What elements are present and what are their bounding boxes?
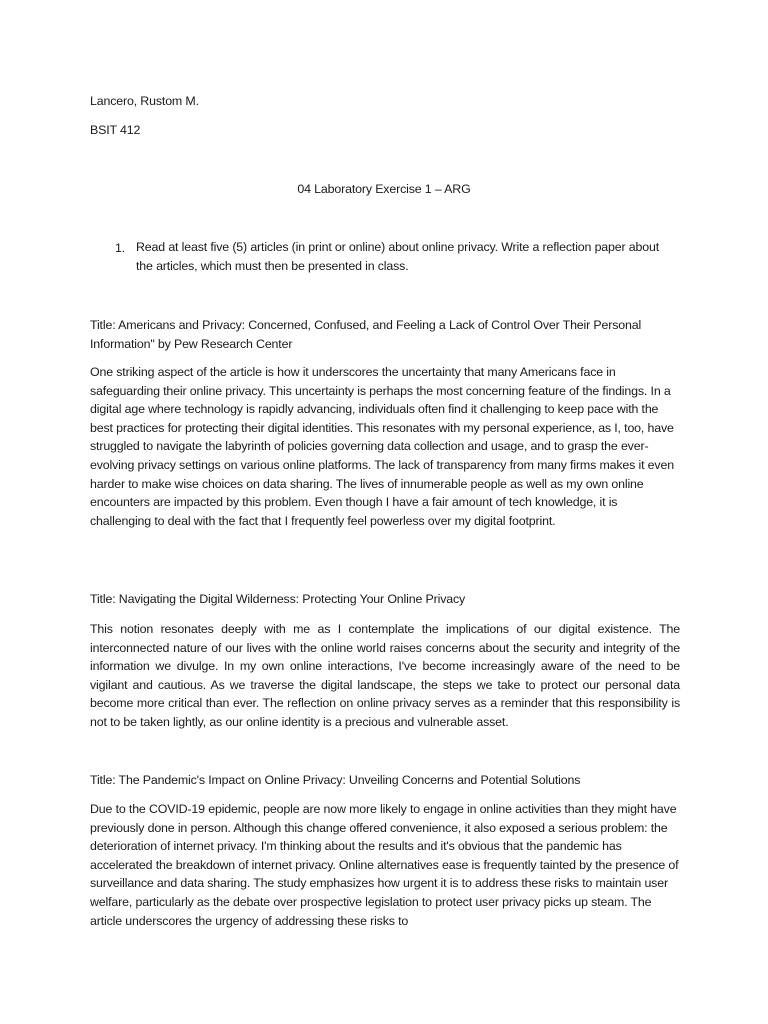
author-name: Lancero, Rustom M.	[90, 94, 199, 108]
article-body: One striking aspect of the article is how it underscores the uncertainty that many Americans face in safeguarding their online privacy. This uncertainty is perhaps the most concerning feature of the findings. In a digital age where technology is rapidly advancing, individuals often find it challenging to keep pace with the best practices for protecting their digital identities. This resonates with my personal experience, as I, too, have struggled to navigate the labyrinth of policies governing data collection and usage, and to grasp the ever-evolving privacy settings on various online platforms. The lack of transparency from many firms makes it even harder to make wise choices on data sharing. The lives of innumerable people as well as my own online encounters are impacted by this problem. Even though I have a fair amount of tech knowledge, it is challenging to deal with the fact that I frequently feel powerless over my digital footprint.	[90, 365, 674, 528]
instruction-text: Read at least five (5) articles (in print or online) about online privacy. Write a reflection paper about the articles, which must then be presented in class.	[136, 240, 660, 273]
instruction-number: 1.	[115, 241, 126, 255]
article-title: Title: The Pandemic's Impact on Online Privacy: Unveiling Concerns and Potential Solutions	[90, 773, 581, 787]
article-body: Due to the COVID-19 epidemic, people are now more likely to engage in online activities than they might have previously done in person. Although this change offered convenience, it also exposed a serious problem: the deterioration of internet privacy. I'm thinking about the results and it's obvious that the pandemic has accelerated the breakdown of internet privacy. Online alternatives ease is frequently tainted by the presence of surveillance and data sharing. The study emphasizes how urgent it is to address these risks to maintain user welfare, particularly as the debate over prospective legislation to protect user privacy picks up steam. The article underscores the urgency of addressing these risks to	[90, 802, 679, 928]
article-title: Title: Americans and Privacy: Concerned, Confused, and Feeling a Lack of Control Over Their Personal Information" by Pew Research Center	[90, 318, 642, 351]
article-body: This notion resonates deeply with me as I contemplate the implications of our digital existence. The interconnected nature of our lives with the online world raises concerns about the security and integrity of the information we divulge. In my own online interactions, I've become increasingly aware of the need to be vigilant and cautious. As we traverse the digital landscape, the steps we take to protect our personal data become more critical than ever. The reflection on online privacy serves as a reminder that this responsibility is not to be taken lightly, as our online identity is a precious and vulnerable asset.	[90, 622, 680, 729]
section-label: BSIT 412	[90, 123, 141, 137]
article-title: Title: Navigating the Digital Wilderness: Protecting Your Online Privacy	[90, 592, 466, 606]
exercise-title: 04 Laboratory Exercise 1 – ARG	[297, 182, 471, 196]
